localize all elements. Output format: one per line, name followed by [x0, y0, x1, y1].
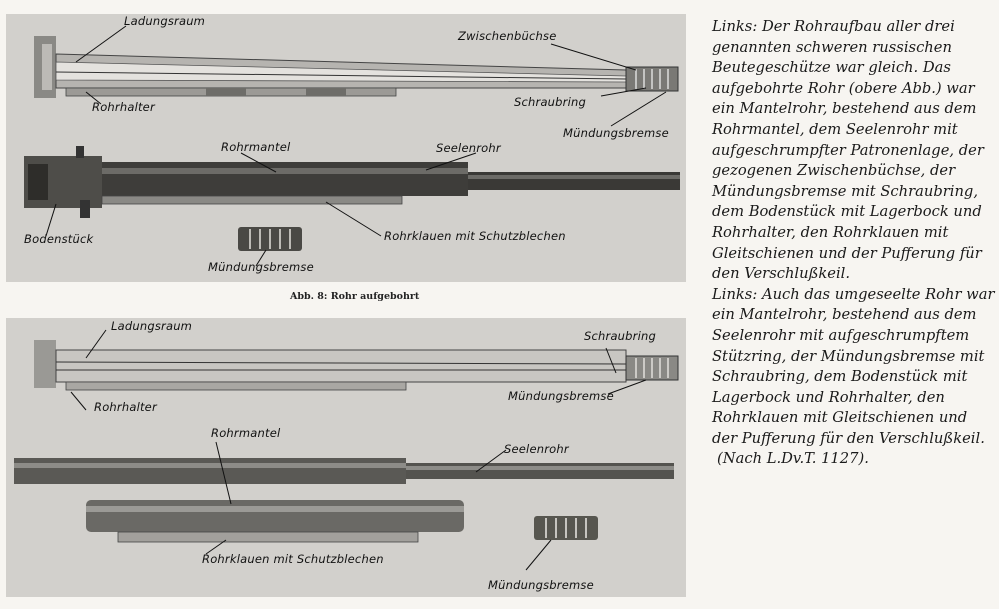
muzzle-brake-bottom: [534, 516, 598, 540]
label-seelenrohr-2: Seelenrohr: [504, 442, 569, 456]
caption-paragraph-2: Links: Auch das umgeseelte Rohr war ein Mantelrohr, bestehend aus dem Seelenrohr mit aufgeschrumpftem Stützring, der Mündungsbremse mit Schraubring, dem Bodenstück mit Lagerbock und Rohrhalter, den Rohrklauen mit Gleitschienen und der Pufferung für den Verschlußkeil.: [712, 285, 995, 447]
sectional-barrel-top: [34, 36, 678, 98]
label-rohrmantel-2: Rohrmantel: [211, 426, 281, 440]
figure-caption: Abb. 8: Rohr aufgebohrt: [290, 291, 420, 302]
solid-barrel-top: [24, 146, 680, 218]
figure-barrel-bored: [6, 14, 686, 282]
rohrmantel-bottom: [86, 500, 464, 542]
caption-sidebar: [712, 17, 996, 470]
figure-barrel-relined: [6, 318, 686, 597]
muzzle-brake-top: [238, 227, 302, 251]
label-mundungsbremse-loose: Mündungsbremse: [208, 260, 314, 274]
caption-paragraph-1: Links: Der Rohraufbau aller drei genannten schweren russischen Beutegeschütze war gleich. Das aufgebohrte Rohr (obere Abb.) war ein Mantelrohr, bestehend aus dem Rohrmantel, dem Seelenrohr mit aufgeschrumpfter Patronenlage, der gezogenen Zwischenbüchse, der Mündungsbremse mit Schraubring, dem Bodenstück mit Lagerbock und Rohrhalter, den Rohrklauen mit Gleitschienen und der Pufferung für den Verschlußkeil.: [712, 18, 984, 283]
label-schraubring: Schraubring: [514, 95, 586, 109]
label-ladungsraum: Ladungsraum: [124, 14, 206, 28]
label-rohrhalter-2: Rohrhalter: [94, 400, 157, 414]
label-rohrhalter: Rohrhalter: [92, 100, 155, 114]
label-bodenstuck: Bodenstück: [24, 232, 94, 246]
label-rohrmantel: Rohrmantel: [221, 140, 291, 154]
label-schraubring-2: Schraubring: [584, 329, 656, 343]
label-mundungsbremse-loose-2: Mündungsbremse: [488, 578, 594, 592]
label-rohrklauen-2: Rohrklauen mit Schutzblechen: [202, 552, 384, 566]
label-mundungsbremse: Mündungsbremse: [563, 126, 669, 140]
seelenrohr-bottom: [14, 458, 674, 484]
label-seelenrohr: Seelenrohr: [436, 141, 501, 155]
barrel-bored-drawing: [6, 14, 686, 282]
sectional-barrel-bottom: [34, 340, 678, 390]
label-zwischenbuchse: Zwischenbüchse: [458, 29, 557, 43]
label-mundungsbremse-2: Mündungsbremse: [508, 389, 614, 403]
label-rohrklauen: Rohrklauen mit Schutzblechen: [384, 229, 566, 243]
caption-source: (Nach L.Dv.T. 1127).: [717, 450, 869, 468]
label-ladungsraum-2: Ladungsraum: [111, 319, 193, 333]
